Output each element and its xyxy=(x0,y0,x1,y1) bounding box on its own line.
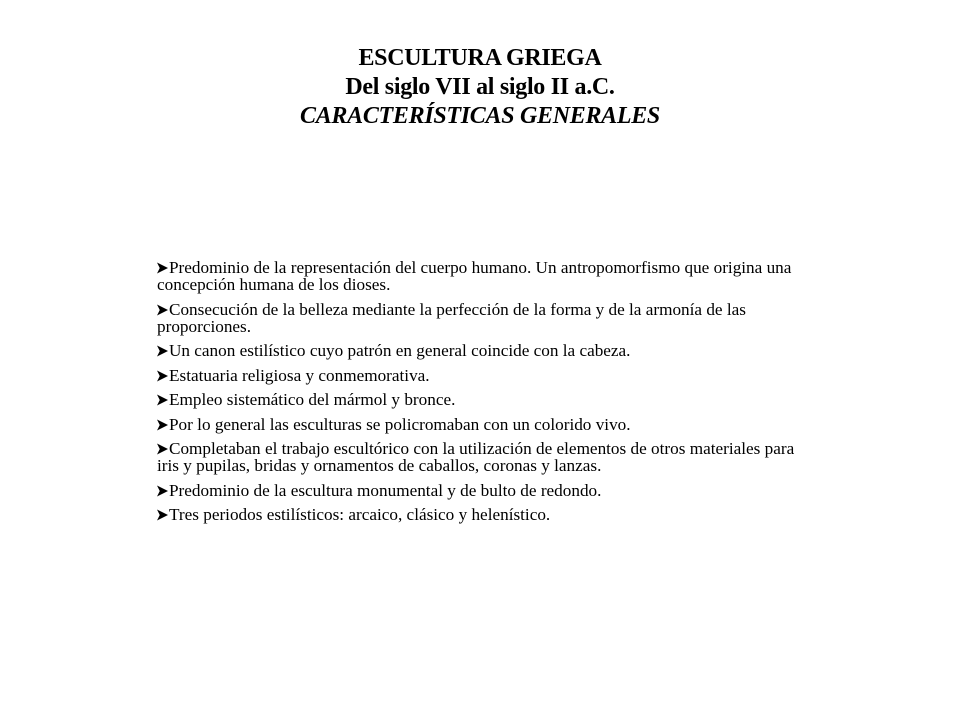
arrow-bullet-icon xyxy=(157,394,168,406)
arrow-bullet-icon xyxy=(157,419,168,431)
bullet-text: Predominio de la escultura monumental y de bulto de redondo. xyxy=(169,480,602,500)
arrow-bullet-icon xyxy=(157,370,168,382)
arrow-bullet-icon xyxy=(157,509,168,521)
bullet-item xyxy=(157,367,797,384)
bullet-text: Predominio de la representación del cuerpo humano. Un antropomorfismo que origina una concepción humana de los dioses. xyxy=(157,258,792,294)
bullet-item xyxy=(157,440,797,474)
bullet-text: Completaban el trabajo escultórico con la utilización de elementos de otros materiales para iris y pupilas, bridas y ornamentos de caballos, coronas y lanzas. xyxy=(157,439,795,475)
title-line-1: ESCULTURA GRIEGA xyxy=(358,45,602,71)
title-line-3: CARACTERÍSTICAS GENERALES xyxy=(300,103,660,129)
slide-title xyxy=(0,44,960,131)
arrow-bullet-icon xyxy=(157,485,168,497)
bullet-item xyxy=(157,416,797,433)
bullet-text: Estatuaria religiosa y conmemorativa. xyxy=(169,365,430,385)
bullet-text: Un canon estilístico cuyo patrón en general coincide con la cabeza. xyxy=(169,341,631,360)
arrow-bullet-icon xyxy=(157,304,168,316)
bullet-item xyxy=(157,259,797,293)
arrow-bullet-icon xyxy=(157,443,168,455)
bullet-text: Consecución de la belleza mediante la perfección de la forma y de la armonía de las proporciones. xyxy=(157,299,746,336)
bullet-text: Por lo general las esculturas se policromaban con un colorido vivo. xyxy=(169,414,631,434)
arrow-bullet-icon xyxy=(157,262,168,274)
bullet-item xyxy=(157,342,797,359)
bullet-text: Tres periodos estilísticos: arcaico, clásico y helenístico. xyxy=(169,505,551,524)
title-line-2: Del siglo VII al siglo II a.C. xyxy=(345,74,615,100)
bullet-item xyxy=(157,506,797,523)
arrow-bullet-icon xyxy=(157,345,168,357)
bullet-text: Empleo sistemático del mármol y bronce. xyxy=(169,390,456,409)
bullet-item xyxy=(157,391,797,408)
bullet-item xyxy=(157,301,797,335)
bullet-item xyxy=(157,482,797,499)
bullet-list xyxy=(157,259,797,531)
